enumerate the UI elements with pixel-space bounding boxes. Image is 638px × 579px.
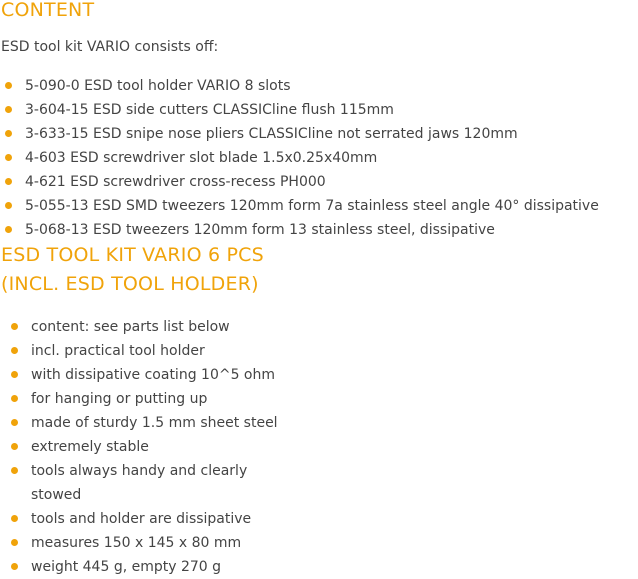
bullet-dot-icon <box>5 82 12 89</box>
list-item: content: see parts list below <box>0 315 300 339</box>
list-item-continuation: stowed <box>31 487 82 503</box>
list-item: 4-603 ESD screwdriver slot blade 1.5x0.25x40mm <box>0 146 638 170</box>
bullet-dot-icon <box>11 515 18 522</box>
list-item: 5-068-13 ESD tweezers 120mm form 13 stainless steel, dissipative <box>0 218 638 242</box>
bullet-dot-icon <box>5 154 12 161</box>
bullet-dot-icon <box>11 539 18 546</box>
bullet-dot-icon <box>11 467 18 474</box>
bullet-dot-icon <box>5 178 12 185</box>
bullet-dot-icon <box>5 130 12 137</box>
list-item: with dissipative coating 10^5 ohm <box>0 363 300 387</box>
bullet-dot-icon <box>11 371 18 378</box>
product-title-line-1: ESD TOOL KIT VARIO 6 PCS <box>1 244 264 266</box>
bullet-dot-icon <box>5 202 12 209</box>
list-item: tools always handy and clearly stowed <box>0 459 300 507</box>
list-item: 3-633-15 ESD snipe nose pliers CLASSICline not serrated jaws 120mm <box>0 122 638 146</box>
product-features-list <box>0 315 300 579</box>
list-item: 4-621 ESD screwdriver cross-recess PH000 <box>0 170 638 194</box>
bullet-dot-icon <box>11 563 18 570</box>
list-item: 5-090-0 ESD tool holder VARIO 8 slots <box>0 74 638 98</box>
content-heading: CONTENT <box>1 0 95 21</box>
list-item: measures 150 x 145 x 80 mm <box>0 531 300 555</box>
bullet-dot-icon <box>5 226 12 233</box>
list-item: made of sturdy 1.5 mm sheet steel <box>0 411 300 435</box>
intro-text: ESD tool kit VARIO consists off: <box>1 39 219 55</box>
bullet-dot-icon <box>11 419 18 426</box>
list-item: for hanging or putting up <box>0 387 300 411</box>
list-item: extremely stable <box>0 435 300 459</box>
bullet-dot-icon <box>11 395 18 402</box>
bullet-dot-icon <box>5 106 12 113</box>
list-item: tools and holder are dissipative <box>0 507 300 531</box>
list-item: 5-055-13 ESD SMD tweezers 120mm form 7a stainless steel angle 40° dissipative <box>0 194 638 218</box>
bullet-dot-icon <box>11 443 18 450</box>
list-item: 3-604-15 ESD side cutters CLASSICline flush 115mm <box>0 98 638 122</box>
bullet-dot-icon <box>11 323 18 330</box>
list-item: incl. practical tool holder <box>0 339 300 363</box>
product-title-line-2: (INCL. ESD TOOL HOLDER) <box>1 273 259 295</box>
list-item: weight 445 g, empty 270 g <box>0 555 300 579</box>
kit-contents-list <box>0 74 638 242</box>
bullet-dot-icon <box>11 347 18 354</box>
